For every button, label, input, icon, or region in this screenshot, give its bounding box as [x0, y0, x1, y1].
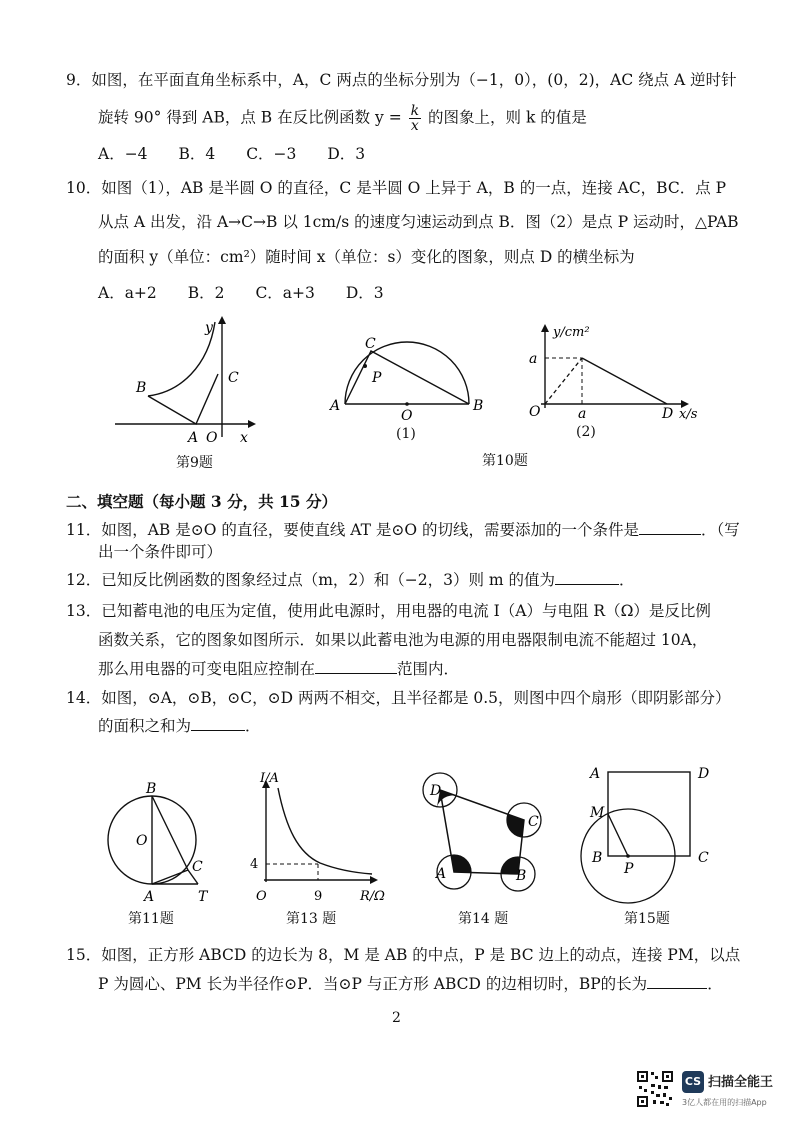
camscanner-tagline: 3亿人都在用的扫描App — [682, 1098, 767, 1107]
fig10-2-label-y: y/cm² — [553, 325, 590, 340]
q15-line2 — [98, 974, 723, 994]
figure-10-2 — [515, 322, 705, 422]
q14-line2-end: ． — [245, 717, 261, 735]
fig9-label-c: C — [228, 370, 239, 386]
fig11-label-t: T — [198, 889, 208, 905]
fig10-1-point-p — [363, 364, 367, 368]
fig9-label-x: x — [240, 430, 248, 446]
figure-14 — [418, 768, 568, 903]
fig13-curve — [278, 788, 372, 874]
fig11-label-o: O — [136, 833, 148, 849]
q9-frac-denominator: x — [410, 118, 419, 134]
figure-10-1 — [325, 330, 495, 425]
figure-13 — [248, 768, 398, 908]
fig15-label-c: C — [698, 850, 709, 866]
fig13-label-r: R/Ω — [360, 889, 385, 904]
q9-option-d: D．3 — [327, 145, 366, 163]
q13-line3-start: 那么用电器的可变电阻应控制在 — [98, 660, 316, 678]
q10-option-b: B．2 — [187, 284, 225, 302]
fig15-label-d: D — [698, 766, 710, 782]
q9-line2-start: 旋转 90° 得到 AB，点 B 在反比例函数 y = — [98, 108, 402, 127]
qr-code-icon — [636, 1070, 674, 1108]
q14-line1: 14．如图，⊙A，⊙B，⊙C，⊙D 两两不相交，且半径都是 0.5，则图中四个扇形（即阴影部分） — [66, 689, 731, 707]
fig14-label-b: B — [516, 868, 527, 884]
fig11-label-a: A — [144, 889, 155, 905]
q9-frac-numerator: k — [410, 103, 420, 119]
fig11-label-c: C — [192, 859, 203, 875]
q11-answer-blank[interactable] — [639, 520, 701, 535]
fig10-2-caption: (2) — [576, 424, 596, 440]
fig11-caption: 第11题 — [128, 911, 174, 927]
fig9-y-arrow — [218, 316, 226, 324]
fig13-label-i: I/A — [260, 771, 279, 786]
fig13-label-o: O — [256, 889, 267, 904]
fig10-2-label-a-horizontal: a — [578, 406, 587, 422]
q13-line3 — [98, 659, 459, 679]
fig14-label-c: C — [528, 814, 539, 830]
fig9-label-o: O — [206, 430, 218, 446]
q11-line1-start: 11．如图，AB 是⊙O 的直径，要使直线 AT 是⊙O 的切线，需要添加的一个条件是 — [66, 521, 640, 539]
q10-option-d: D．3 — [345, 284, 384, 302]
fig15-segment-pm — [608, 814, 628, 856]
q11-line1-end: ．（写 — [701, 521, 740, 539]
fig10-1-label-c: C — [365, 336, 376, 352]
q14-answer-blank[interactable] — [191, 716, 245, 731]
q12-line — [66, 570, 635, 590]
q9-option-b: B．4 — [178, 145, 216, 163]
fig10-2-y-arrow — [541, 324, 549, 332]
fig10-2-label-d: D — [662, 406, 674, 422]
q9-options — [98, 144, 391, 164]
fig9-x-arrow — [248, 420, 256, 428]
fig14-caption: 第14 题 — [458, 911, 509, 927]
fig14-sector-a — [451, 855, 471, 872]
q11-line2: 出一个条件即可） — [98, 543, 223, 561]
figure-11 — [100, 775, 230, 910]
q9-fraction — [409, 104, 421, 133]
q9-option-c: C．−3 — [246, 145, 297, 163]
fig15-point-p — [626, 854, 630, 858]
q10-option-a: A．a+2 — [98, 284, 157, 302]
fig11-chord-bc — [152, 796, 188, 870]
fig15-label-p: P — [624, 861, 634, 877]
fig9-caption: 第9题 — [176, 455, 213, 471]
fig14-label-a: A — [436, 866, 447, 882]
q15-answer-blank[interactable] — [647, 974, 707, 989]
camscanner-name: 扫描全能王 — [708, 1075, 774, 1090]
fig9-label-a: A — [188, 430, 199, 446]
q10-line3: 的面积 y（单位：cm²）随时间 x（单位：s）变化的图象，则点 D 的横坐标为 — [98, 248, 635, 266]
fig13-x-arrow — [370, 876, 378, 884]
q9-line2 — [98, 104, 587, 133]
q10-options — [98, 283, 410, 303]
camscanner-logo: CS — [682, 1071, 704, 1093]
q14-line2 — [98, 716, 261, 736]
fig10-2-label-o: O — [529, 404, 541, 420]
q12-answer-blank[interactable] — [555, 570, 619, 585]
fig15-label-b: B — [592, 850, 603, 866]
fig10-1-caption: (1) — [396, 426, 416, 442]
fig9-label-y: y — [205, 320, 213, 336]
q10-option-c: C．a+3 — [255, 284, 315, 302]
fig10-1-label-p: P — [372, 370, 382, 386]
fig10-1-label-b: B — [473, 398, 484, 414]
q12-end: ． — [619, 571, 635, 589]
fig13-label-4: 4 — [250, 857, 259, 872]
page-number: 2 — [392, 1010, 401, 1026]
fig10-2-falling-part — [582, 358, 667, 404]
q12-text: 12．已知反比例函数的图象经过点（m，2）和（−2，3）则 m 的值为 — [66, 571, 556, 589]
fig10-1-label-o: O — [401, 408, 413, 424]
fig13-caption: 第13 题 — [286, 911, 337, 927]
section-2-title: 二、填空题（每小题 3 分，共 15 分） — [66, 492, 337, 511]
q14-line2-start: 的面积之和为 — [98, 717, 192, 735]
fig10-1-center-dot — [405, 402, 409, 406]
q15-line2-end: ． — [707, 975, 723, 993]
fig15-label-a: A — [590, 766, 601, 782]
q9-line1: 9．如图，在平面直角坐标系中，A，C 两点的坐标分别为（−1，0），(0，2)，AC 绕点 A 逆时针 — [66, 71, 737, 89]
fig15-caption: 第15题 — [624, 911, 670, 927]
q9-line2-end: 的图象上，则 k 的值是 — [428, 108, 587, 127]
figure-9 — [110, 312, 260, 447]
fig10-caption: 第10题 — [482, 453, 528, 469]
q13-answer-blank[interactable] — [315, 659, 397, 674]
fig10-2-rising-part — [545, 358, 582, 404]
q15-line2-start: P 为圆心、PM 长为半径作⊙P．当⊙P 与正方形 ABCD 的边相切时，BP的长为 — [98, 975, 648, 993]
fig9-label-b: B — [136, 380, 147, 396]
fig15-label-m: M — [590, 805, 605, 821]
fig14-label-d: D — [430, 783, 442, 799]
fig14-sector-c — [507, 814, 524, 837]
q9-option-a: A．−4 — [98, 145, 148, 163]
figure-15 — [578, 762, 728, 907]
fig10-1-label-a: A — [330, 398, 341, 414]
q13-line2: 函数关系，它的图象如图所示．如果以此蓄电池为电源的用电器限制电流不能超过 10A， — [98, 631, 708, 649]
fig13-label-9: 9 — [314, 889, 323, 904]
q13-line1: 13．已知蓄电池的电压为定值，使用此电源时，用电器的电流 I（A）与电阻 R（Ω）是反比例 — [66, 602, 711, 620]
q10-line1: 10．如图（1），AB 是半圆 O 的直径，C 是半圆 O 上异于 A，B 的一点，连接 AC，BC．点 P — [66, 179, 727, 197]
fig10-2-label-x: x/s — [679, 407, 698, 422]
q15-line1: 15．如图，正方形 ABCD 的边长为 8，M 是 AB 的中点，P 是 BC 边上的动点，连接 PM，以点 — [66, 946, 741, 964]
q10-line2: 从点 A 出发，沿 A→C→B 以 1cm/s 的速度匀速运动到点 B．图（2）是点 P 运动时，△PAB — [98, 213, 739, 231]
fig11-chord-ac — [152, 870, 188, 884]
q11-line1 — [66, 520, 740, 540]
fig10-2-label-a-vertical: a — [529, 351, 538, 367]
fig11-label-b: B — [146, 781, 157, 797]
q13-line3-end: 范围内． — [397, 660, 460, 678]
